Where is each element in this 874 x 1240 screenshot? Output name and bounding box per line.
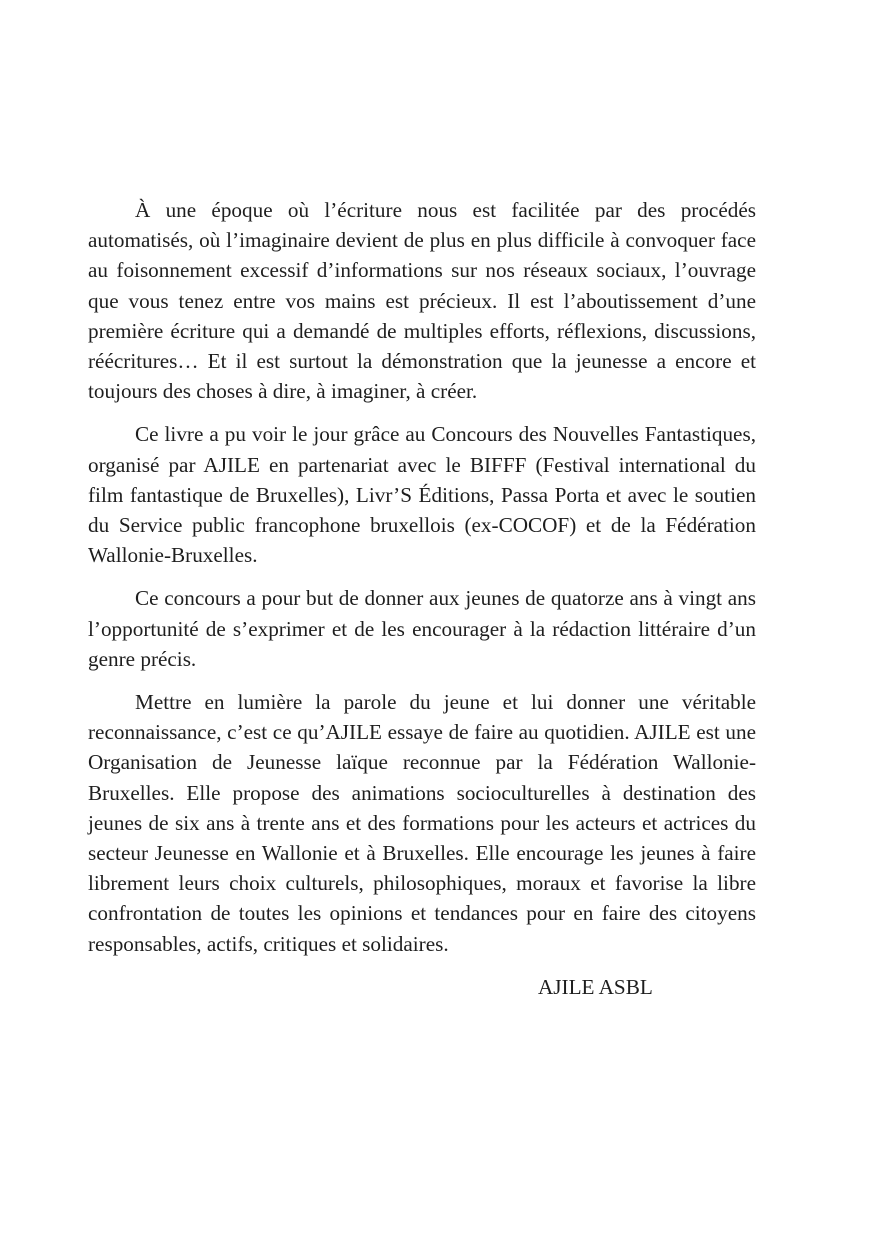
document-page — [88, 195, 756, 1002]
paragraph-intro: À une époque où l’écriture nous est facilitée par des procédés automatisés, où l’imaginaire devient de plus en plus difficile à convoquer face au foisonnement excessif d’informations sur nos réseaux sociaux, l’ouvrage que vous tenez entre vos mains est précieux. Il est l’aboutissement d’une première écriture qui a demandé de multiples efforts, réflexions, discussions, réécritures… Et il est surtout la démonstration que la jeunesse a encore et toujours des choses à dire, à imaginer, à créer. — [88, 198, 756, 404]
paragraph-contest-goal: Ce concours a pour but de donner aux jeunes de quatorze ans à vingt ans l’opportunité de s’exprimer et de les encourager à la rédaction littéraire d’un genre précis. — [88, 586, 756, 671]
paragraph-contest-origin: Ce livre a pu voir le jour grâce au Concours des Nouvelles Fantastiques, organisé par AJILE en partenariat avec le BIFFF (Festival international du film fantastique de Bruxelles), Livr’S Éditions, Passa Porta et avec le soutien du Service public francophone bruxellois (ex-COCOF) et de la Fédération Wallonie-Bruxelles. — [88, 422, 756, 568]
signature: AJILE ASBL — [538, 974, 653, 999]
paragraph-about-ajile: Mettre en lumière la parole du jeune et lui donner une véritable reconnaissance, c’est ce qu’AJILE essaye de faire au quotidien. AJILE est une Organisation de Jeunesse laïque reconnue par la Fédération Wallonie-Bruxelles. Elle propose des animations socioculturelles à destination des jeunes de six ans à trente ans et des formations pour les acteurs et actrices du secteur Jeunesse en Wallonie et à Bruxelles. Elle encourage les jeunes à faire librement leurs choix culturels, philosophiques, moraux et favorise la libre confrontation de toutes les opinions et tendances pour en faire des citoyens responsables, actifs, critiques et solidaires. — [88, 690, 756, 956]
